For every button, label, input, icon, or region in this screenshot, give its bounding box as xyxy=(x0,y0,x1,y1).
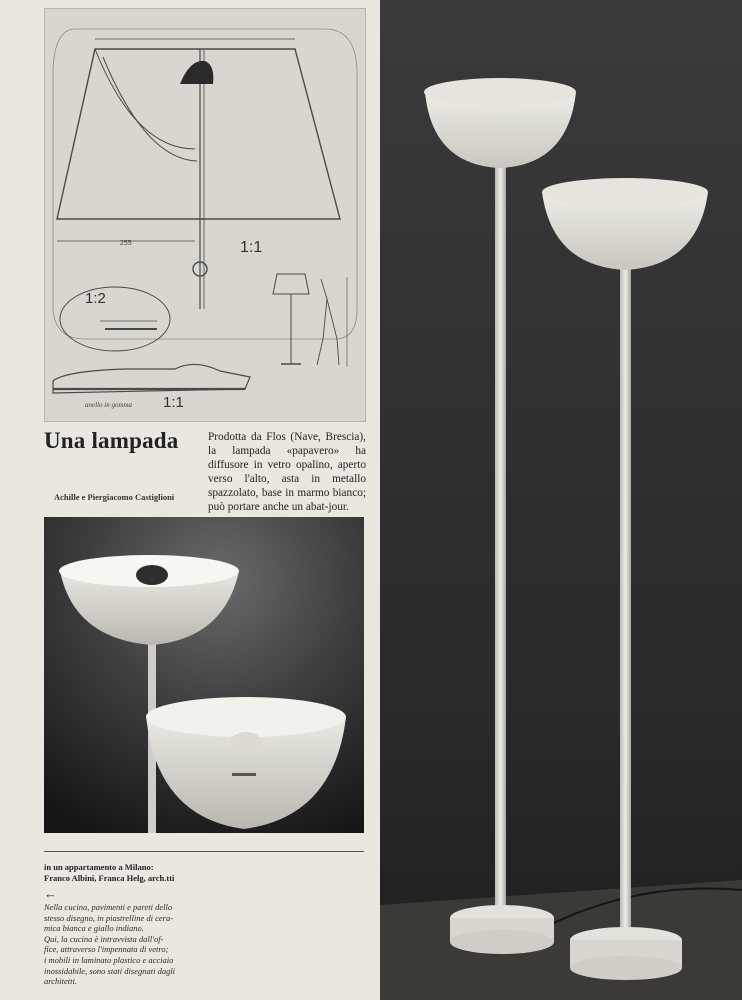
floor-lamps-photo xyxy=(380,0,742,1000)
caption-line: fice, attraverso l'impennata di vetro; xyxy=(44,944,169,955)
caption-line: Nella cucina, pavimenti e pareti dello xyxy=(44,902,173,912)
caption-text xyxy=(44,902,214,987)
caption-line: i mobili in laminato plastico e acciaio xyxy=(44,954,174,965)
caption-line: stesso disegno, in piastrelline di cera- xyxy=(44,912,174,923)
article-authors: Achille e Piergiacomo Castiglioni xyxy=(54,492,175,502)
lamp-closeup-photo xyxy=(44,517,364,833)
caption-line: mica bianca e giallo indiano. xyxy=(44,923,144,934)
caption-line: architetti. xyxy=(44,976,77,987)
technical-sketch xyxy=(44,8,366,422)
scale-label-bottom: 1:1 xyxy=(163,394,184,411)
lamp-drawing xyxy=(45,9,365,421)
caption-credit-line1: in un appartamento a Milano: xyxy=(44,862,154,872)
scale-label-top: 1:1 xyxy=(240,239,263,256)
caption-credit-line2: Franco Albini, Franca Helg, arch.tti xyxy=(44,873,175,883)
caption-line: Qui, la cucina è intravvista dall'of- xyxy=(44,933,164,944)
floor-lamps-image xyxy=(380,0,742,1000)
caption-divider xyxy=(44,851,364,852)
article-title: Una lampada xyxy=(44,428,179,453)
caption-line: inossidabile, sono stati disegnati dagli xyxy=(44,965,176,976)
lamp-closeup-image xyxy=(44,517,364,833)
sketch-note: anello in gomma xyxy=(85,401,133,409)
caption-credit xyxy=(44,862,364,884)
left-arrow-icon: ← xyxy=(44,886,57,901)
scale-label-mid: 1:2 xyxy=(85,290,106,307)
article-description: Prodotta da Flos (Nave, Brescia), la lampada «papavero» ha diffusore in vetro opalino, aperto verso l'alto, asta in metallo spazzolato, base in marmo bianco; può portare anche un abat-jour. xyxy=(208,431,366,513)
dimension-label: 255 xyxy=(120,240,132,247)
